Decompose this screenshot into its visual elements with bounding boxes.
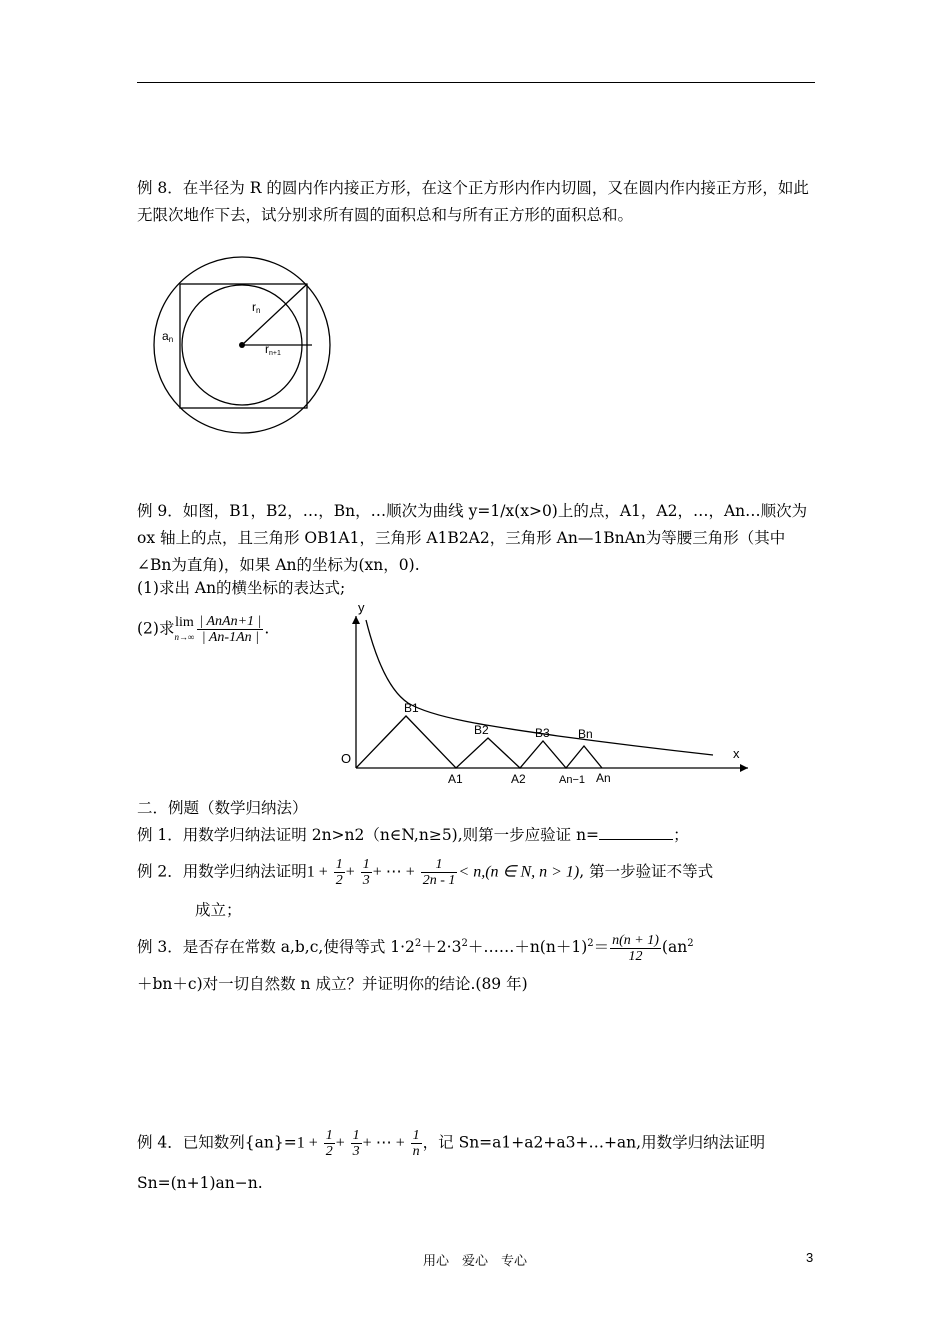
label-an-1: An−1 xyxy=(559,774,585,786)
axis-x-label: x xyxy=(733,746,740,761)
example-9-question-2: (2)求lim n→∞ $\frac{\text{| AnAn+1 |}}{| An-1An |}$ . xyxy=(137,614,270,645)
axis-y-label: y xyxy=(358,600,365,615)
hyperbola-triangles-figure xyxy=(338,600,758,788)
section-heading: 二．例题（数学归纳法） xyxy=(137,799,308,817)
example-2: 例 2．用数学归纳法证明1 + $\frac{1}{2}$ + $\frac{1}{3}$ + ⋯ + $\frac{1}{2n - 1}$ < n,(n ∈ N, n > 1), 第一步验证不等式 xyxy=(137,857,714,888)
origin-label: O xyxy=(341,751,352,766)
example-3: 例 3．是否存在常数 a,b,c,使得等式 $1\cdot 2^2+2\cdot 3^2+\dots\dots+n(n+1)^2=$ $\frac{n(n + 1)}{12}$ ($an^2$ xyxy=(137,932,694,964)
q2-prefix: (2)求 xyxy=(137,619,175,638)
footer-text: 用心 爱心 专心 xyxy=(422,1254,527,1269)
example-2-line-2: 成立； xyxy=(195,901,242,919)
limit-operator: lim n→∞ xyxy=(174,614,195,642)
label-a2: A2 xyxy=(511,772,526,786)
label-b1: B1 xyxy=(404,701,419,715)
header-rule xyxy=(137,82,815,83)
label-an: an xyxy=(162,329,174,344)
label-rn1: rn+1 xyxy=(265,342,281,357)
example-1: 例 1．用数学归纳法证明 2n>n2（n∈N,n≥5),则第一步应验证 n= ； xyxy=(137,826,689,844)
limit-fraction: $\frac{\text{| AnAn+1 |}}{| An-1An |}$ xyxy=(199,614,262,645)
example-9-question-1: (1)求出 An的横坐标的表达式; xyxy=(137,579,346,597)
label-bn: Bn xyxy=(578,727,593,741)
example-4-line-2: Sn=(n+1)an−n. xyxy=(137,1174,263,1192)
label-b2: B2 xyxy=(474,723,489,737)
page-number: 3 xyxy=(806,1250,814,1265)
example-4: 例 4．已知数列{an}=1 + $\frac{1}{2}$ + $\frac{1}{3}$ + ⋯ + $\frac{1}{n}$ ，记 Sn=a1+a2+a3+…+an,用数学归纳法证明 xyxy=(137,1128,766,1159)
label-a1: A1 xyxy=(448,772,463,786)
label-an: An xyxy=(596,771,611,785)
example-3-line-2: ＋bn＋c)对一切自然数 n 成立？并证明你的结论.(89 年) xyxy=(137,975,528,993)
label-rn: rn xyxy=(252,300,261,315)
circle-square-figure xyxy=(150,258,340,448)
answer-blank[interactable] xyxy=(599,825,673,840)
example-9-text: 例 9．如图，B1，B2，…，Bn，…顺次为曲线 y=1/x(x>0)上的点，A1，A2，…，An…顺次为 ox 轴上的点，且三角形 OB1A1，三角形 A1B2A2，三角形 An—1BnAn为等腰三角形（其中∠Bn为直角)，如果 An的坐标为(xn，0). xyxy=(137,502,808,574)
example-8-text: 例 8．在半径为 R 的圆内作内接正方形，在这个正方形内作内切圆，又在圆内作内接正方形，如此无限次地作下去，试分别求所有圆的面积总和与所有正方形的面积总和。 xyxy=(137,179,809,224)
label-b3: B3 xyxy=(535,726,550,740)
